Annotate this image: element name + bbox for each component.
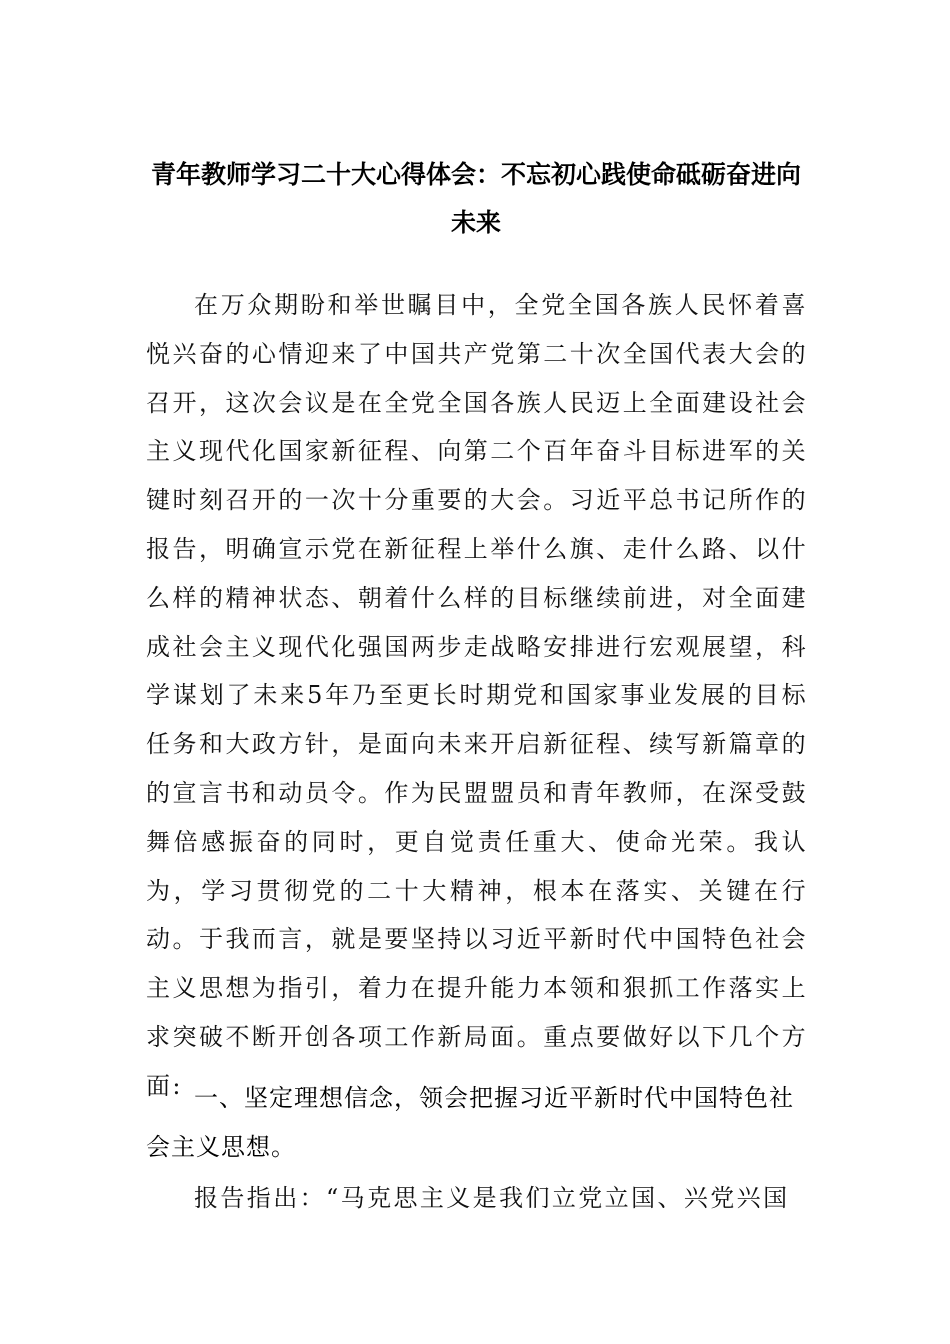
document-title: 青年教师学习二十大心得体会：不忘初心践使命砥砺奋进向未来 xyxy=(150,160,801,237)
intro-paragraph: 在万众期盼和举世瞩目中，全党全国各族人民怀着喜悦兴奋的心情迎来了中国共产党第二十次全国代表大会的召开，这次会议是在全党全国各族人民迈上全面建设社会主义现代化国家新征程、向第二个百年奋斗目标进军的关键时刻召开的一次十分重要的大会。习近平总书记所作的报告，明确宣示党在新征程上举什么旗、走什么路、以什么样的精神状态、朝着什么样的目标继续前进，对全面建成社会主义现代化强国两步走战略安排进行宏观展望，科学谋划了未来5年乃至更长时期党和国家事业发展的目标任务和大政方针，是面向未来开启新征程、续写新篇章的的宣言书和动员令。作为民盟盟员和青年教师，在深受鼓舞倍感振奋的同时，更自觉责任重大、使命光荣。我认为，学习贯彻党的二十大精神，根本在落实、关键在行动。于我而言，就是要坚持以习近平新时代中国特色社会主义思想为指引，着力在提升能力本领和狠抓工作落实上求突破不断开创各项工作新局面。重点要做好以下几个方面: xyxy=(146,291,808,1100)
section-heading: 一、坚定理想信念，领会把握习近平新时代中国特色社会主义思想。 xyxy=(146,1084,794,1161)
section-paragraph: 报告指出：“马克思主义是我们立党立国、兴党兴国 xyxy=(194,1184,790,1212)
